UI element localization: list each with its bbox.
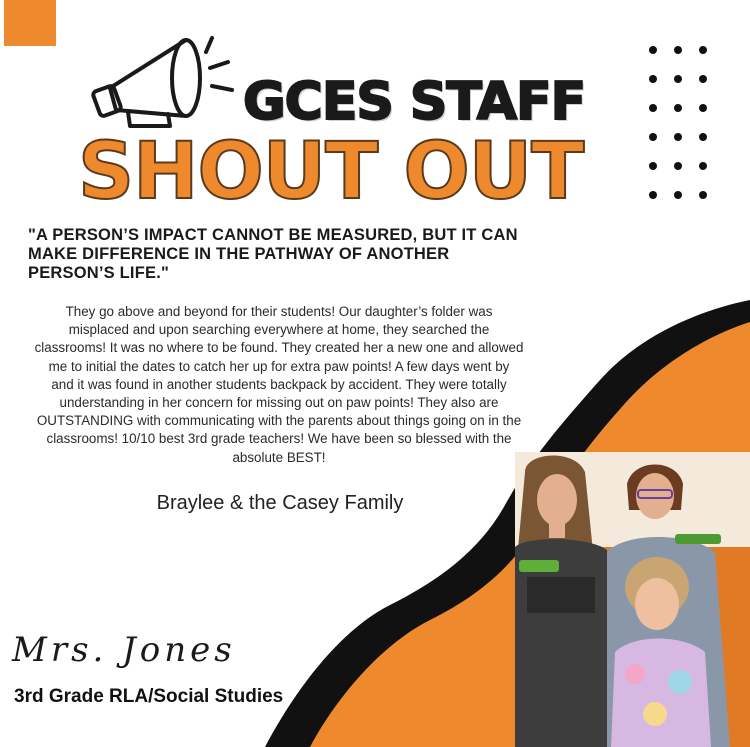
message-line: classrooms! 10/10 best 3rd grade teachers! We have been so blessed with the bbox=[46, 431, 512, 447]
dot-grid bbox=[645, 42, 715, 207]
family-signature: Braylee & the Casey Family bbox=[156, 492, 404, 514]
message-line: absolute BEST! bbox=[232, 449, 326, 465]
message-body bbox=[10, 303, 548, 467]
teacher-subject: 3rd Grade RLA/Social Studies bbox=[14, 686, 284, 707]
quote-text: "A PERSON’S IMPACT CANNOT BE MEASURED, BUT IT CAN MAKE DIFFERENCE IN THE PATHWAY OF ANOTHER PERSON’S LIFE." bbox=[28, 226, 518, 282]
message-line: OUTSTANDING with communicating with the parents about things going on in the bbox=[36, 413, 522, 429]
megaphone-icon bbox=[88, 30, 238, 140]
teacher-name: Mrs. Jones bbox=[12, 630, 236, 670]
message-line: classrooms! It was no where to be found. They created her a new one and allowed bbox=[34, 340, 524, 356]
title-gces-staff: GCES STAFF bbox=[243, 72, 586, 132]
teachers-photo bbox=[515, 452, 750, 747]
message-line: They go above and beyond for their students! Our daughter’s folder was bbox=[65, 304, 493, 319]
message-line: me to initial the dates to catch her up for extra paw points! A few days went by bbox=[48, 358, 510, 374]
teacher-name-script bbox=[12, 630, 282, 680]
title-shout-out: SHOUT OUT bbox=[78, 127, 584, 217]
message-line: misplaced and upon searching everywhere at home, they searched the bbox=[68, 322, 490, 338]
message-line: and it was found in another students backpack by accident. They were totally bbox=[51, 376, 507, 392]
message-line: understanding in her concern for missing out on paw points! They also are bbox=[59, 395, 499, 411]
